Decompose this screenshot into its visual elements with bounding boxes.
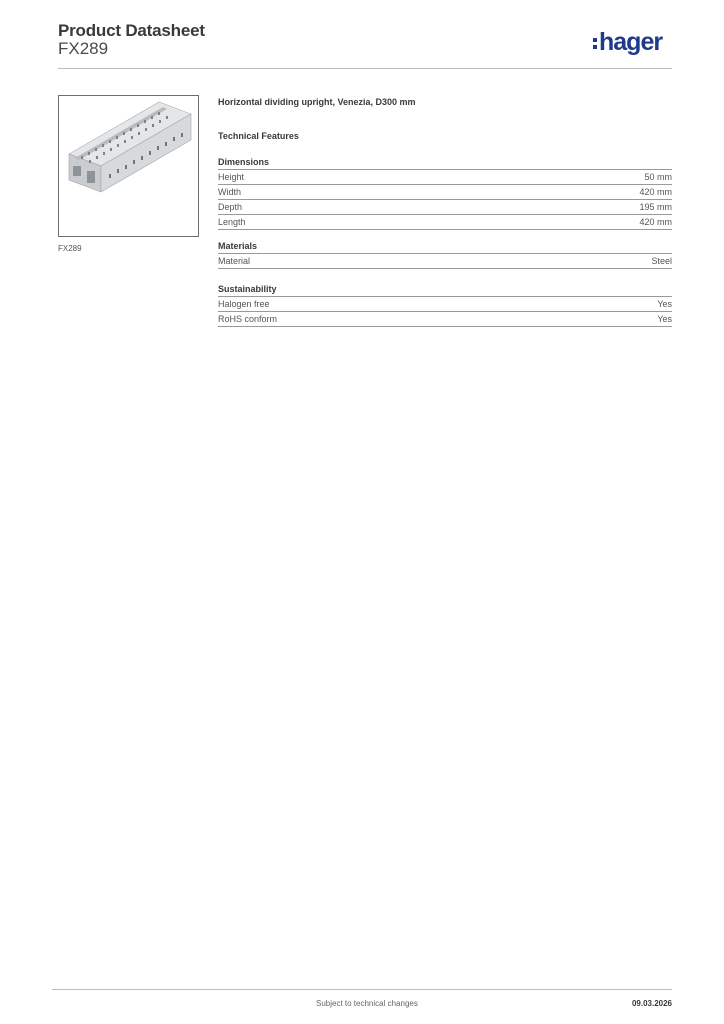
row-label: RoHS conform (218, 314, 278, 324)
sustainability-table (218, 296, 672, 327)
row-label: Width (218, 187, 242, 197)
materials-table (218, 253, 672, 269)
image-caption: FX289 (58, 244, 82, 253)
page-title: Product Datasheet (58, 21, 205, 40)
table-row (218, 296, 672, 311)
hager-logo (593, 27, 662, 57)
row-value: 420 mm (639, 187, 672, 197)
footer-note: Subject to technical changes (316, 999, 418, 1008)
row-label: Material (218, 256, 251, 266)
row-label: Length (218, 217, 246, 227)
product-image (58, 95, 199, 237)
technical-features-heading: Technical Features (218, 131, 299, 141)
table-row (218, 311, 672, 327)
logo-text: hager (599, 27, 663, 56)
row-label: Depth (218, 202, 243, 212)
header-divider (58, 68, 672, 69)
footer-date: 09.03.2026 (631, 999, 672, 1008)
table-row (218, 169, 672, 184)
product-details (218, 96, 672, 327)
table-row (218, 199, 672, 214)
dividing-upright-rail-image (59, 96, 198, 236)
row-label: Height (218, 172, 245, 182)
dimensions-heading: Dimensions (218, 157, 270, 167)
row-value: 195 mm (639, 202, 672, 212)
row-label: Halogen free (218, 299, 270, 309)
materials-heading: Materials (218, 241, 258, 251)
table-row (218, 253, 672, 269)
product-code: FX289 (58, 39, 109, 58)
dimensions-table (218, 169, 672, 230)
row-value: 50 mm (644, 172, 672, 182)
row-value: Yes (657, 299, 672, 309)
logo-colon-icon (593, 38, 597, 49)
table-row (218, 184, 672, 199)
product-description: Horizontal dividing upright, Venezia, D300 mm (218, 97, 416, 107)
footer-divider (52, 989, 672, 990)
table-row (218, 214, 672, 230)
row-value: Steel (651, 256, 672, 266)
sustainability-heading: Sustainability (218, 284, 277, 294)
row-value: 420 mm (639, 217, 672, 227)
row-value: Yes (657, 314, 672, 324)
